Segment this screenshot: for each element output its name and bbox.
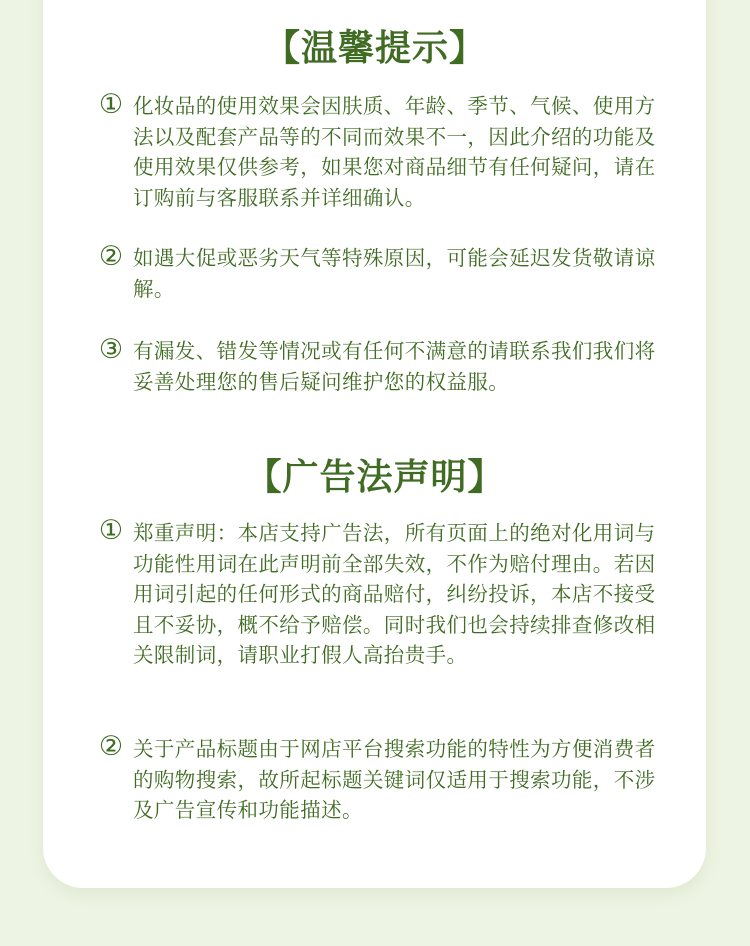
section-title-tips: 【温馨提示】 xyxy=(263,28,486,69)
section-title-ad-law: 【广告法声明】 xyxy=(245,457,505,498)
tip-2-text: 如遇大促或恶劣天气等特殊原因，可能会延迟发货敬请谅解。 xyxy=(133,246,656,301)
ad-1-text: 郑重声明：本店支持广告法，所有页面上的绝对化用词与功能性用词在此声明前全部失效，不作为赔付理由。若因用词引起的任何形式的商品赔付，纠纷投诉，本店不接受且不妥协，概不给予赔偿。同时我们也会持续排查修改相关限制词，请职业打假人高抬贵手。 xyxy=(133,521,656,667)
tip-1-number: ① xyxy=(98,89,124,120)
tip-1-text: 化妆品的使用效果会因肤质、年龄、季节、气候、使用方法以及配套产品等的不同而效果不一，因此介绍的功能及使用效果仅供参考，如果您对商品细节有任何疑问，请在订购前与客服联系并详细确认。 xyxy=(133,94,656,210)
ad-1-number: ① xyxy=(98,515,124,546)
tip-2-number: ② xyxy=(98,241,124,272)
ad-2-number: ② xyxy=(98,731,124,762)
tip-3-text: 有漏发、错发等情况或有任何不满意的请联系我们我们将妥善处理您的售后疑问维护您的权益服。 xyxy=(133,339,656,394)
ad-2-text: 关于产品标题由于网店平台搜索功能的特性为方便消费者的购物搜索，故所起标题关键词仅适用于搜索功能，不涉及广告宣传和功能描述。 xyxy=(133,737,656,822)
tip-3-number: ③ xyxy=(98,334,124,365)
